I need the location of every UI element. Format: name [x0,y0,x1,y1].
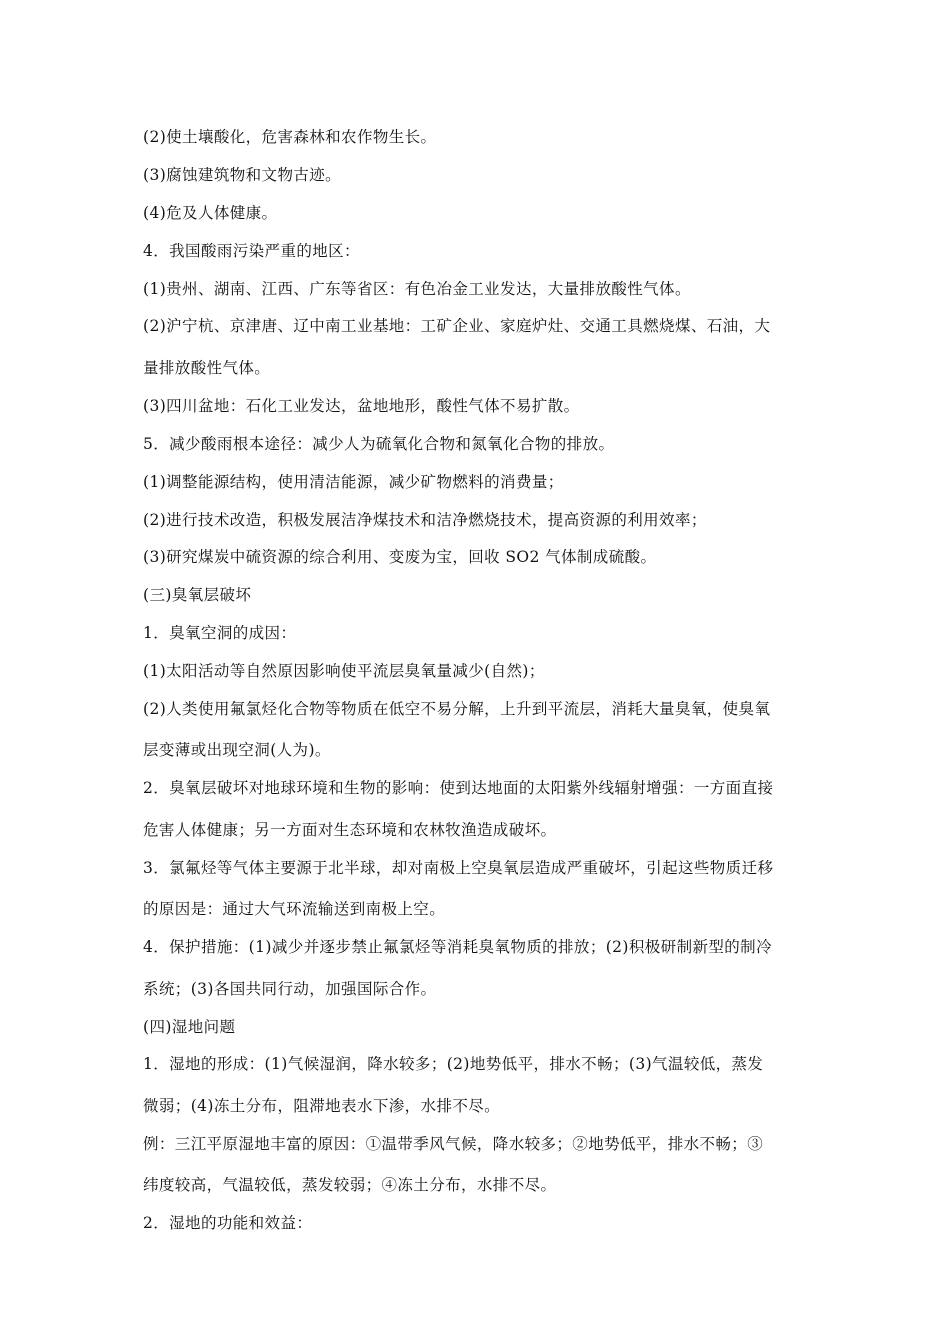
text-line: 3．氯氟烃等气体主要源于北半球，却对南极上空臭氧层造成严重破坏，引起这些物质迁移 [143,858,774,877]
text-line: 例：三江平原湿地丰富的原因：①温带季风气候，降水较多；②地势低平，排水不畅；③ [143,1134,764,1153]
text-line: 纬度较高，气温较低，蒸发较弱；④冻土分布，水排不尽。 [143,1176,557,1195]
text-line: 微弱；(4)冻土分布，阻滞地表水下渗，水排不尽。 [143,1096,501,1115]
section-heading: 2．湿地的功能和效益： [143,1214,313,1233]
text-line: (1)太阳活动等自然原因影响使平流层臭氧量减少(自然)； [143,662,545,681]
text-line: (2)沪宁杭、京津唐、辽中南工业基地：工矿企业、家庭炉灶、交通工具燃烧煤、石油，大 [143,317,771,336]
text-line: 层变薄或出现空洞(人为)。 [143,741,331,760]
text-line: 的原因是：通过大气环流输送到南极上空。 [143,900,446,919]
section-heading: (四)湿地问题 [143,1017,236,1036]
section-heading: 4．我国酸雨污染严重的地区： [143,241,360,260]
text-line: (2)使土壤酸化，危害森林和农作物生长。 [143,128,437,146]
text-line: (4)危及人体健康。 [143,203,278,222]
text-line: 危害人体健康；另一方面对生态环境和农林牧渔造成破坏。 [143,820,557,839]
section-heading: 1．臭氧空洞的成因： [143,624,297,643]
text-line: 4．保护措施：(1)减少并逐步禁止氟氯烃等消耗臭氧物质的排放；(2)积极研制新型的制冷 [143,938,772,957]
document-body [143,122,813,1246]
text-line: 2．臭氧层破坏对地球环境和生物的影响：使到达地面的太阳紫外线辐射增强：一方面直接 [143,779,774,798]
text-line: 1．湿地的形成：(1)气候湿润，降水较多；(2)地势低平，排水不畅；(3)气温较低，蒸发 [143,1055,764,1074]
text-line: (3)四川盆地：石化工业发达，盆地地形，酸性气体不易扩散。 [143,396,580,415]
text-line: (1)调整能源结构，使用清洁能源，减少矿物燃料的消费量； [143,472,564,491]
text-line: (2)进行技术改造，积极发展洁净煤技术和洁净燃烧技术，提高资源的利用效率； [143,510,707,529]
text-line: (3)研究煤炭中硫资源的综合利用、变废为宝，回收 SO2 气体制成硫酸。 [143,548,657,567]
text-line: (3)腐蚀建筑物和文物古迹。 [143,165,342,184]
text-line: 系统；(3)各国共同行动，加强国际合作。 [143,979,437,998]
text-line: 量排放酸性气体。 [143,358,271,377]
section-heading: (三)臭氧层破坏 [143,586,252,605]
text-line: (1)贵州、湖南、江西、广东等省区：有色冶金工业发达，大量排放酸性气体。 [143,279,691,298]
text-line: (2)人类使用氟氯烃化合物等物质在低空不易分解，上升到平流层，消耗大量臭氧，使臭氧 [143,699,771,718]
section-heading: 5．减少酸雨根本途径：减少人为硫氧化合物和氮氧化合物的排放。 [143,434,615,453]
